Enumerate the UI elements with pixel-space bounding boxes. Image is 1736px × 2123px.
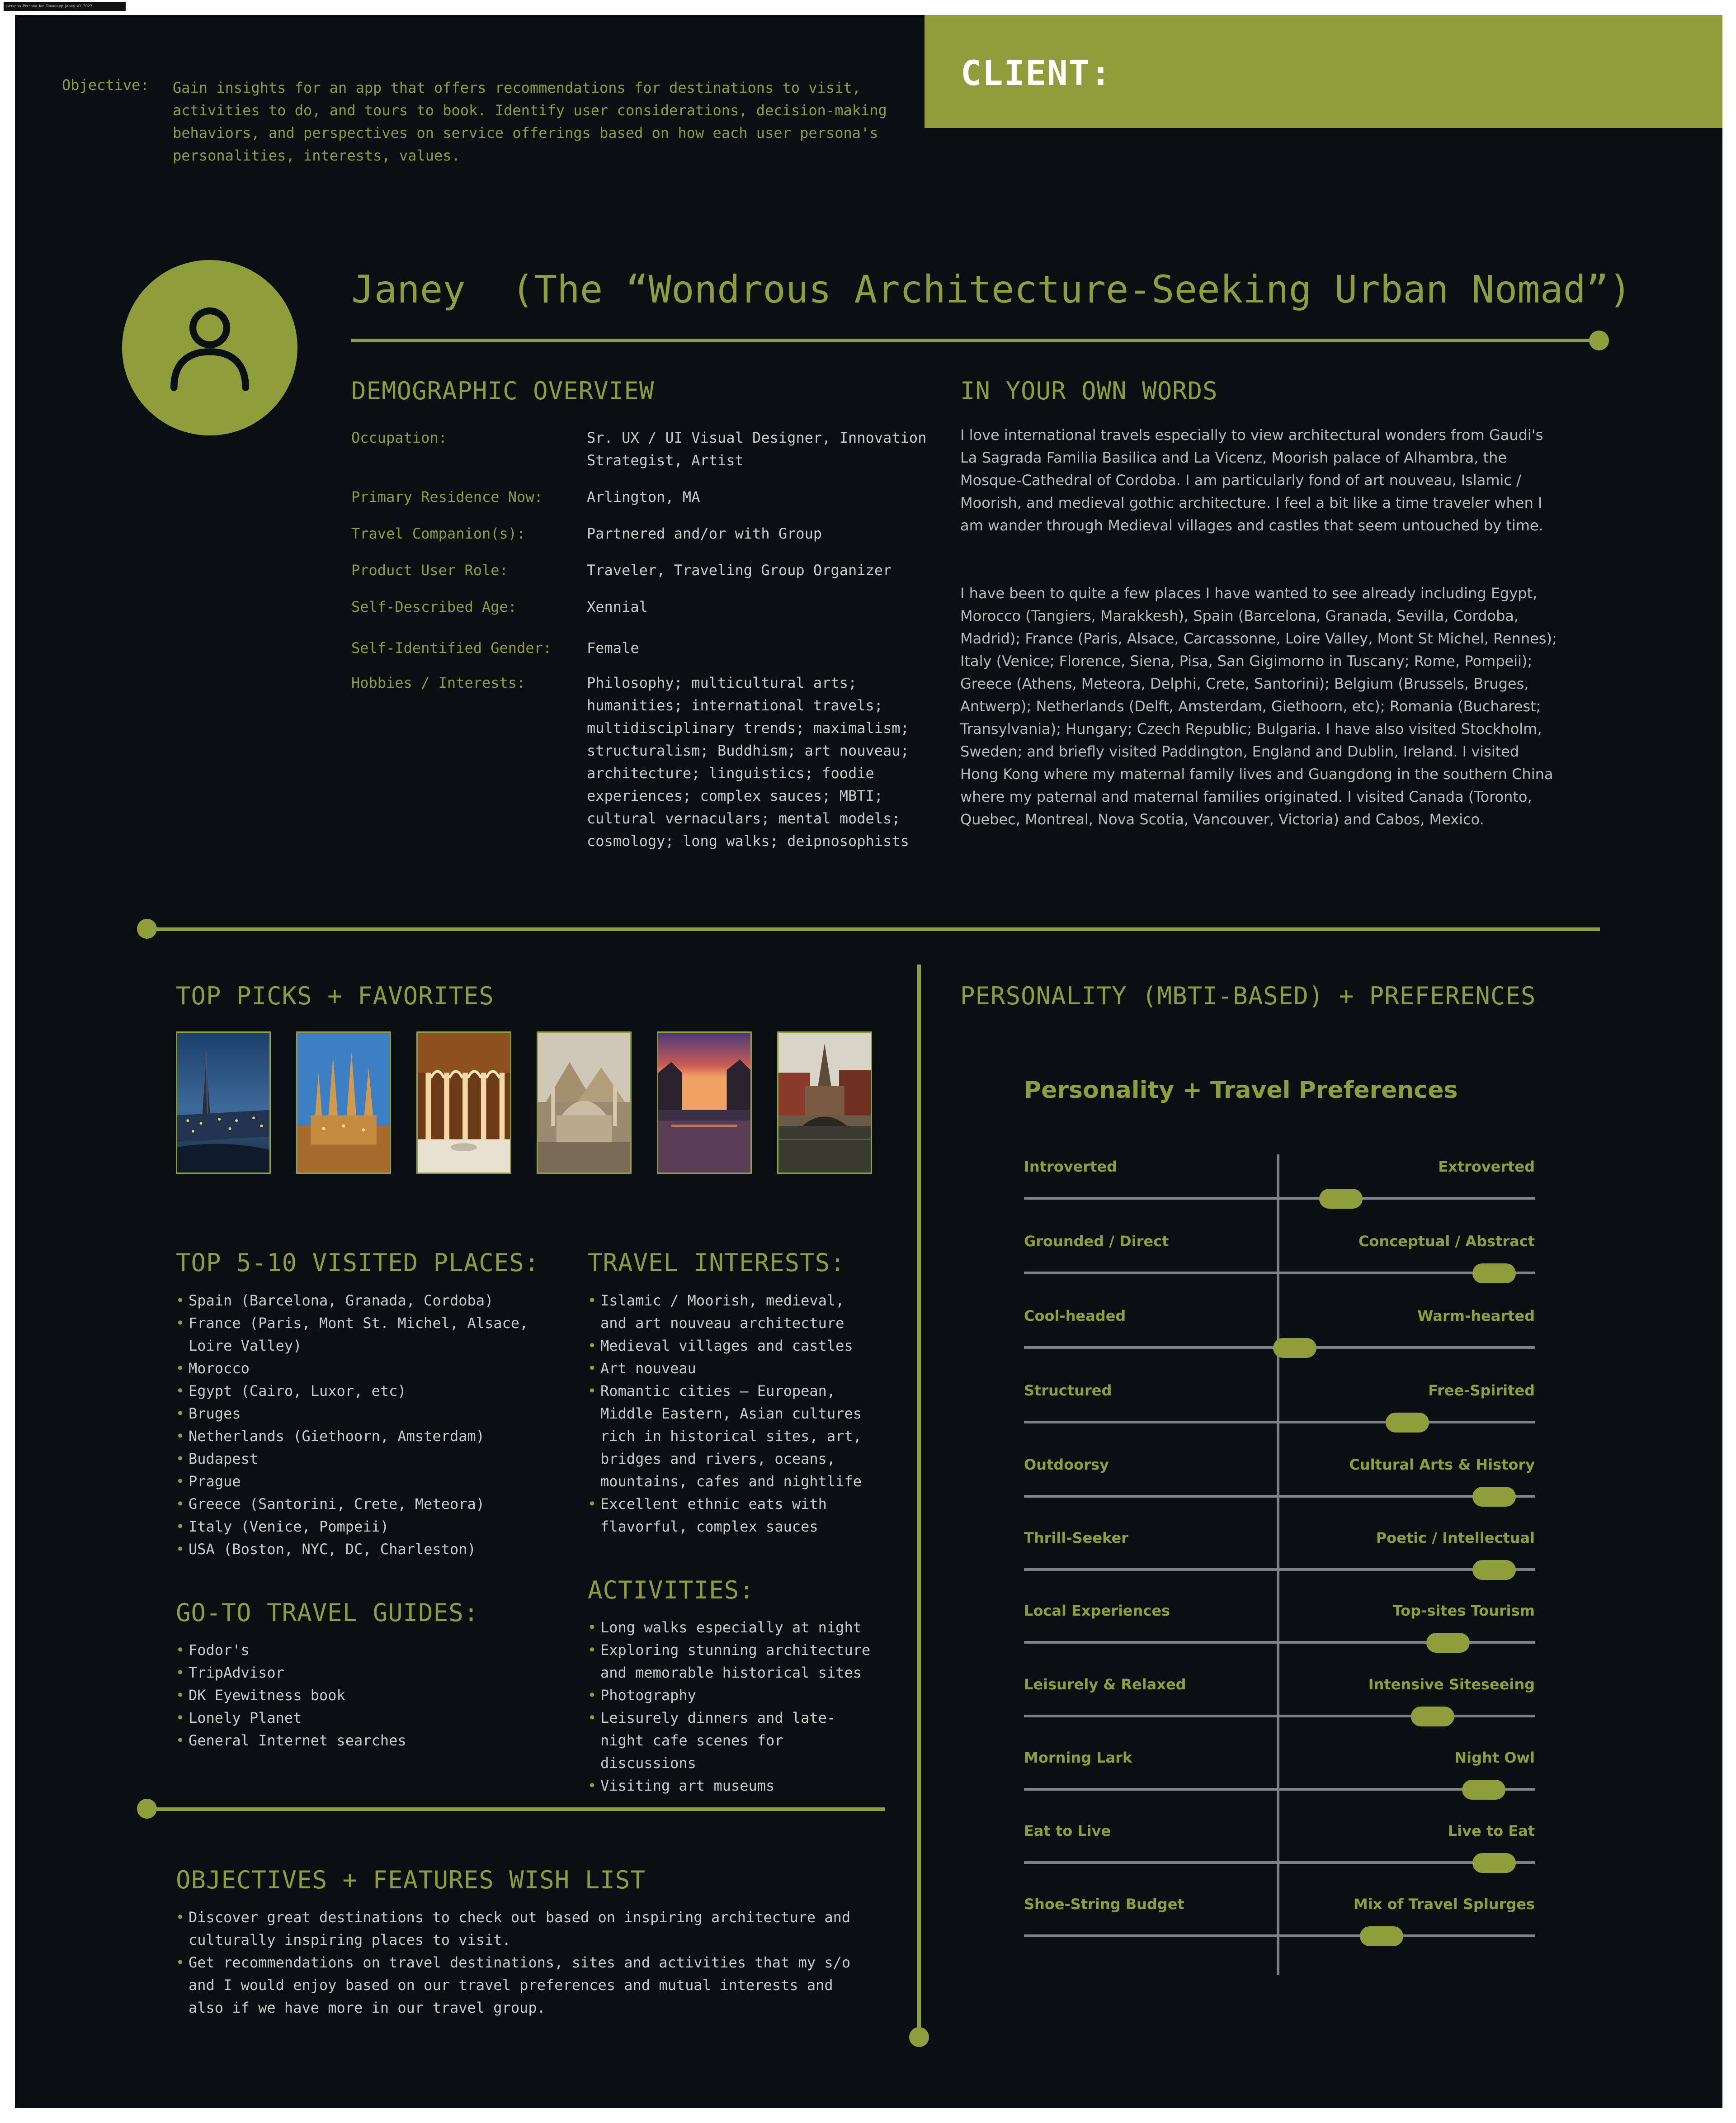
slider-right-label: Free-Spirited <box>1428 1382 1535 1399</box>
list-item: • TripAdvisor <box>176 1661 547 1684</box>
slider-track <box>1024 1715 1535 1717</box>
slider-left-label: Introverted <box>1024 1158 1117 1175</box>
slider-left-label: Structured <box>1024 1382 1112 1399</box>
list-item: • General Internet searches <box>176 1729 547 1752</box>
slider-left-label: Thrill-Seeker <box>1024 1529 1128 1546</box>
list-item: • Visiting art museums <box>588 1774 873 1797</box>
visited-heading: TOP 5-10 VISITED PLACES: <box>176 1248 540 1277</box>
demo-value: Xennial <box>587 598 648 615</box>
list-item: • Exploring stunning architecture and memorable historical sites <box>588 1639 873 1684</box>
visited-list <box>176 1289 547 1560</box>
slider-row <box>1024 1456 1535 1510</box>
slider-right-label: Intensive Siteseeing <box>1368 1676 1535 1693</box>
objective-label: Objective: <box>62 76 149 94</box>
list-item: • Budapest <box>176 1447 547 1470</box>
demo-value: Traveler, Traveling Group Organizer <box>587 562 892 579</box>
bruges-bridge-photo-icon <box>778 1033 871 1173</box>
demo-label: Hobbies / Interests: <box>351 674 526 691</box>
slider-knob[interactable] <box>1472 1487 1516 1507</box>
photo-bruges-bridge[interactable] <box>777 1031 872 1174</box>
demo-label: Product User Role: <box>351 562 508 579</box>
slider-track <box>1024 1934 1535 1937</box>
demo-value: Arlington, MA <box>587 488 700 506</box>
slider-row <box>1024 1676 1535 1730</box>
slider-right-label: Conceptual / Abstract <box>1358 1233 1535 1250</box>
demo-label: Self-Described Age: <box>351 598 517 615</box>
canal-village-sunset-photo-icon <box>658 1033 750 1173</box>
travel-interests-list <box>588 1289 873 1538</box>
slider-track <box>1024 1421 1535 1423</box>
client-label: CLIENT: <box>961 53 1112 93</box>
demo-label: Primary Residence Now: <box>351 488 543 506</box>
list-item: • Long walks especially at night <box>588 1616 873 1639</box>
avatar <box>122 260 297 435</box>
slider-track <box>1024 1788 1535 1791</box>
slider-right-label: Mix of Travel Splurges <box>1353 1896 1535 1913</box>
list-item: • Egypt (Cairo, Luxor, etc) <box>176 1380 547 1402</box>
slider-track <box>1024 1861 1535 1864</box>
slider-right-label: Cultural Arts & History <box>1349 1456 1535 1473</box>
own-words-paragraph-1: I love international travels especially to view architectural wonders from Gaudi's La Sagrada Familia Basilica and La Vicenz, Moorish palace of Alhambra, the Mosque-Cathedral of Cordoba. I am particularly fond of art nouveau, Islamic / Moorish, and medieval gothic architecture. I feel a bit like a time traveler when I am wander through Medieval villages and castles that seem untouched by time. <box>960 426 1543 534</box>
slider-knob[interactable] <box>1472 1853 1516 1873</box>
list-item: • Art nouveau <box>588 1357 873 1380</box>
slider-row <box>1024 1307 1535 1362</box>
list-item: • Photography <box>588 1684 873 1707</box>
slider-left-label: Cool-headed <box>1024 1307 1126 1324</box>
slider-knob[interactable] <box>1426 1633 1470 1653</box>
demo-value: Philosophy; multicultural arts; humanities; international travels; multidisciplinary trends; maximalism; structuralism; Buddhism; art nouveau; architecture; linguistics; foodie experiences; complex sauces; MBTI; cultural vernaculars; mental models; cosmology; long walks; deipnosophists <box>587 674 909 850</box>
cairo-mosque-pyramids-photo-icon <box>538 1033 630 1173</box>
slider-left-label: Outdoorsy <box>1024 1456 1109 1473</box>
name-divider <box>351 339 1599 342</box>
own-words-paragraph-2: I have been to quite a few places I have wanted to see already including Egypt, Morocco (Tangiers, Marakkesh), Spain (Barcelona, Granada, Sevilla, Cordoba, Madrid); France (Paris, Alsace, Carcassonne, Loire Valley, Mont St Michel, Rennes); Italy (Venice; Florence, Siena, Pisa, San Gigimorno in Tuscany; Rome, Pompeii); Greece (Athens, Meteora, Delphi, Crete, Santorini); Belgium (Brussels, Bruges, Antwerp); Netherlands (Delft, Amsterdam, Giethoorn, etc); Romania (Bucharest; Transylvania); Hungary; Czech Republic; Bulgaria. I have also visited Stockholm, Sweden; and briefly visited Paddington, England and Dublin, Ireland. I visited Hong Kong where my maternal family lives and Guangdong in the southern China where my paternal and maternal families originated. I visited Canada (Toronto, Quebec, Montreal, Nova Scotia, Vancouver, Victoria) and Cabos, Mexico. <box>960 585 1557 828</box>
demo-label: Occupation: <box>351 429 447 446</box>
travel-interests-heading: TRAVEL INTERESTS: <box>588 1248 845 1277</box>
demo-label: Travel Companion(s): <box>351 525 526 542</box>
wishlist-heading: OBJECTIVES + FEATURES WISH LIST <box>176 1866 646 1894</box>
list-item: • Netherlands (Giethoorn, Amsterdam) <box>176 1425 547 1447</box>
slider-row <box>1024 1382 1535 1436</box>
alhambra-court-photo-icon <box>418 1033 510 1173</box>
client-panel <box>925 15 1722 128</box>
list-item: • Discover great destinations to check out based on inspiring architecture and culturally inspiring places to visit. <box>176 1906 863 1951</box>
persona-board <box>15 15 1722 2108</box>
frame-tag: persona_Persona_for_Travelapp_Janey_v1_2023 <box>4 2 126 11</box>
list-item: • France (Paris, Mont St. Michel, Alsace, Loire Valley) <box>176 1312 547 1357</box>
slider-row <box>1024 1822 1535 1877</box>
guides-list <box>176 1639 547 1752</box>
list-item: • Prague <box>176 1470 547 1493</box>
list-item: • Excellent ethnic eats with flavorful, complex sauces <box>588 1493 873 1538</box>
slider-knob[interactable] <box>1472 1263 1516 1283</box>
slider-right-label: Top-sites Tourism <box>1392 1602 1535 1619</box>
list-item: • DK Eyewitness book <box>176 1684 547 1707</box>
persona-name: Janey (The “Wondrous Architecture-Seeking Urban Nomad”) <box>351 267 1632 312</box>
list-item: • USA (Boston, NYC, DC, Charleston) <box>176 1538 547 1560</box>
slider-row <box>1024 1749 1535 1803</box>
wishlist-list <box>176 1906 863 2019</box>
slider-knob[interactable] <box>1360 1926 1403 1946</box>
list-item: • Italy (Venice, Pompeii) <box>176 1515 547 1538</box>
demo-value: Female <box>587 639 639 657</box>
list-item: • Romantic cities — European, Middle Eastern, Asian cultures rich in historical sites, art, bridges and rivers, oceans, mountains, cafes and nightlife <box>588 1380 873 1493</box>
slider-row <box>1024 1529 1535 1584</box>
slider-right-label: Night Owl <box>1454 1749 1535 1766</box>
column-divider <box>917 965 921 2036</box>
slider-left-label: Morning Lark <box>1024 1749 1132 1766</box>
slider-knob[interactable] <box>1319 1189 1363 1209</box>
list-item: • Greece (Santorini, Crete, Meteora) <box>176 1493 547 1515</box>
name-divider-dot <box>1589 331 1609 350</box>
guides-heading: GO-TO TRAVEL GUIDES: <box>176 1598 479 1627</box>
slider-track <box>1024 1197 1535 1200</box>
slider-row <box>1024 1158 1535 1212</box>
middle-divider <box>146 927 1600 931</box>
own-words-heading: IN YOUR OWN WORDS <box>960 377 1218 405</box>
slider-track <box>1024 1272 1535 1274</box>
personality-chart-title: Personality + Travel Preferences <box>1024 1077 1458 1104</box>
slider-knob[interactable] <box>1411 1707 1454 1726</box>
list-item: • Spain (Barcelona, Granada, Cordoba) <box>176 1289 547 1312</box>
photo-paris-night[interactable] <box>176 1031 271 1174</box>
wishlist-divider <box>146 1807 885 1811</box>
slider-left-label: Leisurely & Relaxed <box>1024 1676 1186 1693</box>
slider-left-label: Eat to Live <box>1024 1822 1111 1839</box>
slider-left-label: Grounded / Direct <box>1024 1233 1169 1250</box>
slider-right-label: Extroverted <box>1438 1158 1535 1175</box>
slider-knob[interactable] <box>1472 1560 1516 1580</box>
slider-knob[interactable] <box>1462 1780 1505 1800</box>
activities-list <box>588 1616 873 1797</box>
top-picks-heading: TOP PICKS + FAVORITES <box>176 982 494 1010</box>
slider-left-label: Shoe-String Budget <box>1024 1896 1184 1913</box>
photo-alhambra-court[interactable] <box>416 1031 511 1174</box>
demo-value: Partnered and/or with Group <box>587 525 822 542</box>
objective-text: Gain insights for an app that offers recommendations for destinations to visit, activities to do, and tours to book. Identify user considerations, decision-making behaviors, and perspectives on service offerings based on how each user persona's personalities, interests, values. <box>173 79 887 164</box>
list-item: • Islamic / Moorish, medieval, and art nouveau architecture <box>588 1289 873 1334</box>
list-item: • Morocco <box>176 1357 547 1380</box>
slider-row <box>1024 1233 1535 1287</box>
sagrada-familia-photo-icon <box>297 1033 390 1173</box>
activities-heading: ACTIVITIES: <box>588 1576 755 1604</box>
demo-label: Self-Identified Gender: <box>351 639 552 657</box>
demographic-heading: DEMOGRAPHIC OVERVIEW <box>351 377 655 405</box>
slider-track <box>1024 1568 1535 1571</box>
list-item: • Medieval villages and castles <box>588 1334 873 1357</box>
list-item: • Leisurely dinners and late-night cafe scenes for discussions <box>588 1707 873 1774</box>
list-item: • Get recommendations on travel destinations, sites and activities that my s/o and I would enjoy based on our travel preferences and mutual interests and also if we have more in our travel group. <box>176 1951 863 2019</box>
paris-night-photo-icon <box>177 1033 269 1173</box>
photo-cairo-mosque[interactable] <box>537 1031 632 1174</box>
slider-right-label: Poetic / Intellectual <box>1376 1529 1535 1546</box>
list-item: • Lonely Planet <box>176 1707 547 1729</box>
slider-right-label: Warm-hearted <box>1417 1307 1535 1324</box>
slider-row <box>1024 1896 1535 1950</box>
list-item: • Bruges <box>176 1402 547 1425</box>
photo-sagrada-familia[interactable] <box>296 1031 391 1174</box>
slider-knob[interactable] <box>1273 1338 1316 1358</box>
slider-right-label: Live to Eat <box>1448 1822 1535 1839</box>
list-item: • Fodor's <box>176 1639 547 1661</box>
user-icon <box>160 298 259 397</box>
slider-knob[interactable] <box>1386 1413 1429 1433</box>
personality-heading: PERSONALITY (MBTI-BASED) + PREFERENCES <box>960 982 1536 1010</box>
slider-row <box>1024 1602 1535 1656</box>
photo-canal-sunset[interactable] <box>657 1031 752 1174</box>
slider-left-label: Local Experiences <box>1024 1602 1170 1619</box>
demo-value: Sr. UX / UI Visual Designer, Innovation Strategist, Artist <box>587 429 927 469</box>
column-divider-dot <box>909 2027 929 2047</box>
slider-track <box>1024 1495 1535 1498</box>
